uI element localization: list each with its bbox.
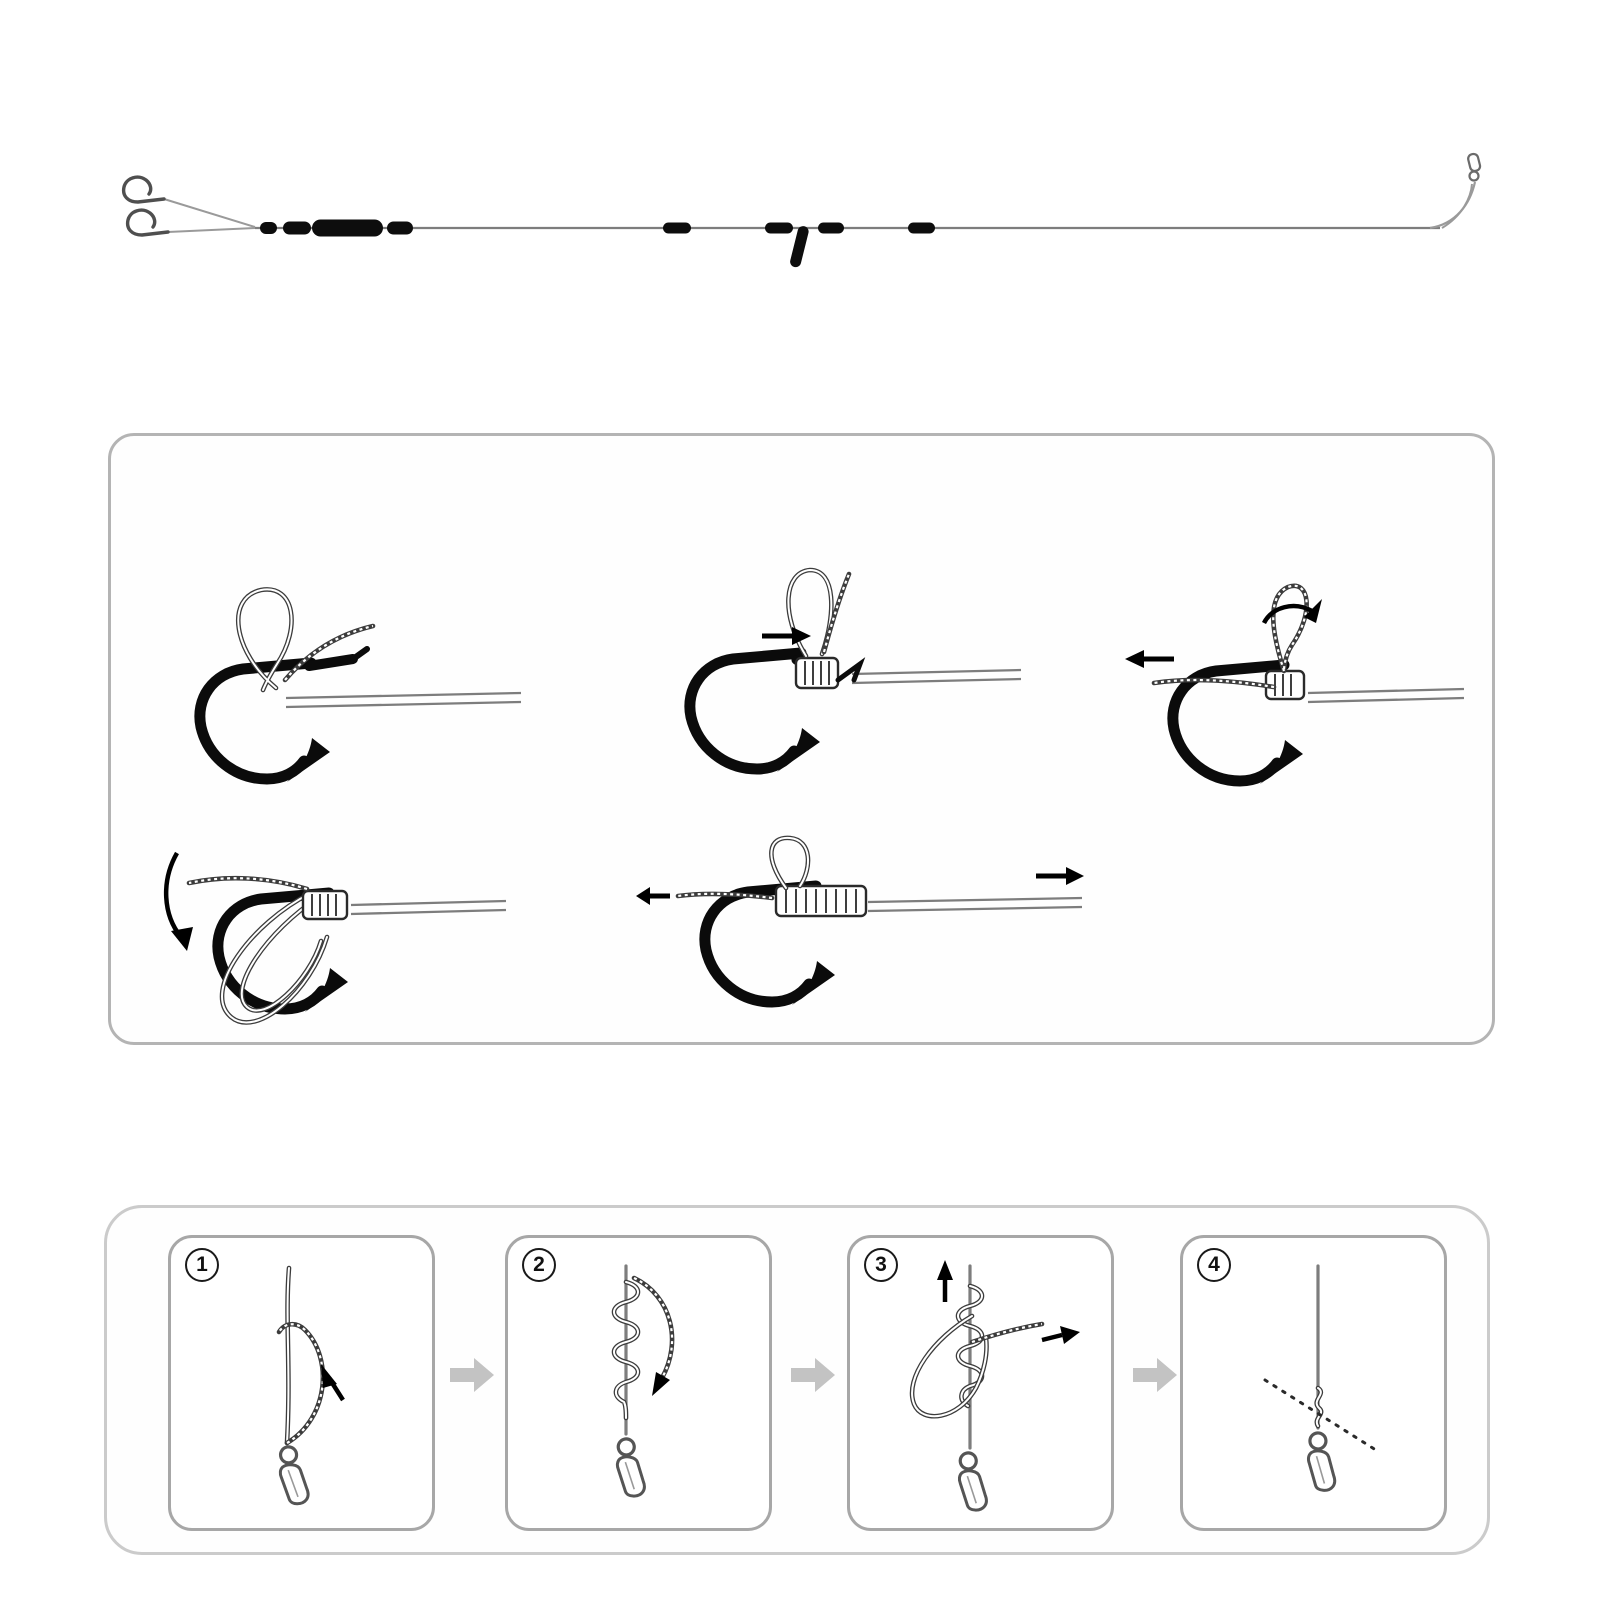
arrow-left-icon — [636, 887, 670, 905]
left-hook-lower-icon — [128, 210, 255, 235]
arrow-right-icon — [1036, 867, 1084, 885]
step-number-badge — [522, 1248, 556, 1282]
swivel-step-box-4 — [1180, 1235, 1447, 1531]
knot-step-4 — [166, 853, 506, 1022]
arrow-right-icon — [1042, 1326, 1080, 1344]
line-loop — [1273, 586, 1306, 671]
stop-bead — [260, 222, 277, 234]
snell-knot-panel — [108, 433, 1495, 1045]
next-step-arrow-icon — [1133, 1358, 1177, 1392]
swivel-step-box-3 — [847, 1235, 1114, 1531]
stop-bead — [818, 223, 844, 234]
snap-clip-icon — [789, 225, 810, 268]
step-number: 3 — [875, 1253, 887, 1276]
swivel-step-2-drawing — [508, 1238, 769, 1528]
stop-bead — [387, 222, 413, 235]
arrow-right-icon — [762, 627, 811, 645]
left-hook-upper-icon — [124, 177, 255, 227]
swivel-step-box-1 — [168, 1235, 435, 1531]
stop-bead — [283, 222, 311, 235]
step-number-badge — [864, 1248, 898, 1282]
curve-arrow-down-icon — [166, 853, 193, 951]
tag-end — [189, 878, 307, 889]
knot-step-3 — [1125, 586, 1464, 784]
stop-bead — [663, 223, 691, 234]
knot-step-2 — [690, 570, 1021, 772]
swivel-stop — [312, 220, 383, 237]
swivel-step-1-drawing — [171, 1238, 432, 1528]
stop-bead — [908, 223, 935, 234]
wrap-coil — [776, 886, 866, 916]
swivel-icon — [1306, 1432, 1336, 1492]
step-number-badge — [185, 1248, 219, 1282]
arrow-left-icon — [1125, 650, 1174, 668]
step-number: 1 — [196, 1253, 208, 1276]
arrow-up-left-icon — [321, 1364, 343, 1400]
swivel-icon — [276, 1445, 310, 1506]
swivel-step-3-drawing — [850, 1238, 1111, 1528]
wrap-coil — [303, 891, 347, 919]
knot-step-5 — [636, 838, 1084, 1005]
knot-step-1 — [200, 589, 521, 782]
arrow-up-icon — [937, 1260, 953, 1302]
swivel-icon — [956, 1451, 988, 1512]
swivel-step-box-2 — [505, 1235, 772, 1531]
tag-end — [1154, 680, 1274, 687]
step-number: 2 — [533, 1253, 545, 1276]
end-loop-swivel-icon — [1430, 153, 1481, 228]
stop-bead — [765, 223, 793, 234]
swivel-icon — [614, 1437, 646, 1498]
line-loop — [771, 838, 808, 888]
arrow-down-icon — [652, 1372, 670, 1396]
main-line — [287, 1268, 289, 1443]
wrap-coil — [796, 658, 838, 688]
line-loop — [238, 589, 291, 690]
step-number-badge — [1197, 1248, 1231, 1282]
next-step-arrow-icon — [450, 1358, 494, 1392]
swivel-step-4-drawing — [1183, 1238, 1444, 1528]
step-number: 4 — [1208, 1253, 1220, 1276]
snell-knot-steps — [111, 436, 1492, 1042]
fishing-rig-illustration — [100, 140, 1500, 290]
next-step-arrow-icon — [791, 1358, 835, 1392]
